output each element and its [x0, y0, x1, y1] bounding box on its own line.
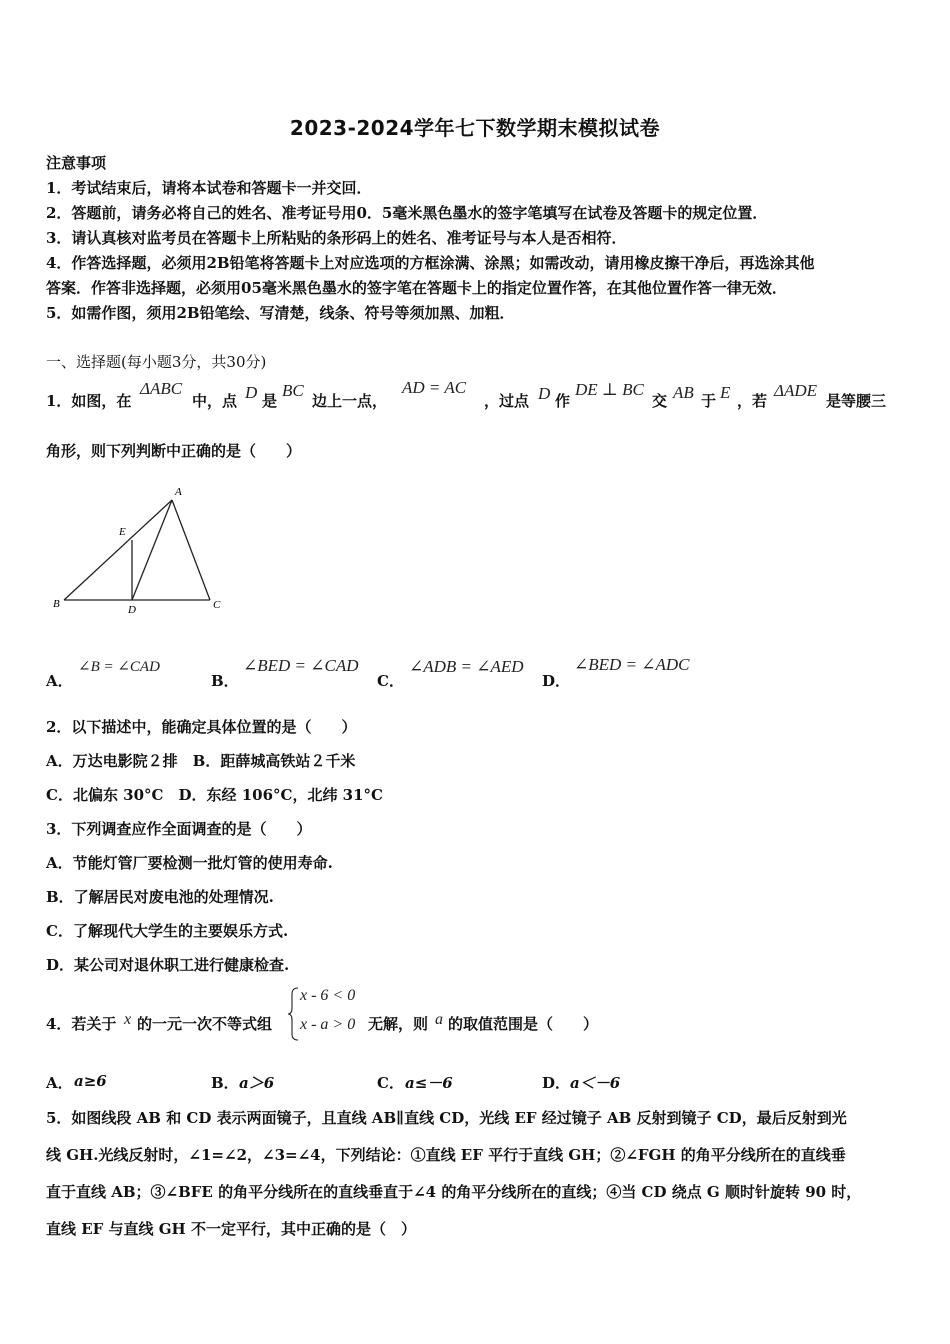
- q1-text: 角形，则下列判断中正确的是（ ）: [46, 442, 302, 460]
- notice-item: 5．如需作图，须用2B铅笔绘、写清楚，线条、符号等须加黑、加粗．: [46, 304, 515, 322]
- q1-option-letter: D．: [542, 672, 571, 690]
- q4-text: 的一元一次不等式组: [137, 1015, 273, 1033]
- q1-text: 是: [262, 392, 278, 410]
- q1-option-expr: ∠BED = ∠CAD: [243, 656, 359, 675]
- q4-inequality-2: x - a > 0: [300, 1016, 356, 1033]
- q4-option-expr: a≤－6: [405, 1074, 453, 1092]
- q1-text: 于: [701, 392, 717, 410]
- q5-line: 5．如图线段 AB 和 CD 表示两面镜子，且直线 AB∥直线 CD，光线 EF 经过镜子 AB 反射到镜子 CD，最后反射到光: [46, 1109, 847, 1127]
- q1-option-letter: A．: [46, 672, 73, 690]
- notice-item: 4．作答选择题，必须用2B铅笔将答题卡上对应选项的方框涂满、涂黑；如需改动，请用橡皮擦干净后，再选涂其他: [46, 254, 815, 272]
- q1-option-letter: B．: [211, 672, 239, 690]
- q2-stem: 2．以下描述中，能确定具体位置的是（ ）: [46, 718, 357, 736]
- q1-math: ΔABC: [140, 379, 183, 398]
- q5-line: 直于直线 AB；③∠BFE 的角平分线所在的直线垂直于∠4 的角平分线所在的直线；④当 CD 绕点 G 顺时针旋转 90 时，: [46, 1183, 862, 1201]
- q1-text: 是等腰三: [826, 392, 887, 410]
- segment-ac: [172, 500, 210, 600]
- q1-math: ΔADE: [774, 381, 818, 400]
- q1-text: 交: [652, 392, 668, 410]
- q1-text: 作: [555, 392, 571, 410]
- section-heading: 一、选择题(每小题3分，共30分): [46, 353, 267, 371]
- page-title: 2023-2024学年七下数学期末模拟试卷: [289, 116, 661, 140]
- q4-option-expr: a＜－6: [570, 1074, 621, 1092]
- notice-item: 3．请认真核对监考员在答题卡上所粘贴的条形码上的姓名、准考证号与本人是否相符．: [46, 229, 627, 247]
- label-b: B: [53, 598, 60, 610]
- q2-options-cd: C．北偏东 30°C D．东经 106°C，北纬 31°C: [46, 786, 383, 804]
- q1-math: AD = AC: [402, 378, 467, 397]
- brace-icon: [288, 986, 300, 1042]
- q1-text: 中，点: [192, 392, 238, 410]
- q1-math: BC: [282, 381, 304, 400]
- q4-option-letter: D．: [542, 1074, 571, 1092]
- triangle-figure: [48, 482, 228, 617]
- q1-option-expr: ∠ADB = ∠AED: [409, 657, 524, 676]
- label-d: D: [128, 604, 136, 616]
- q1-option-letter: C．: [377, 672, 404, 690]
- q5-line: 线 GH.光线反射时，∠1=∠2，∠3=∠4，下列结论：①直线 EF 平行于直线 GH；②∠FGH 的角平分线所在的直线垂: [46, 1146, 846, 1164]
- q1-math: AB: [673, 383, 694, 402]
- q1-text: 1．如图，在: [46, 392, 132, 410]
- q2-options-ab: A．万达电影院２排 B．距薛城高铁站２千米: [46, 752, 356, 770]
- q5-line: 直线 EF 与直线 GH 不一定平行，其中正确的是（ ）: [46, 1220, 416, 1238]
- q4-inequality-1: x - 6 < 0: [300, 987, 356, 1004]
- q3-option: B．了解居民对废电池的处理情况.: [46, 888, 274, 906]
- label-c: C: [213, 599, 221, 611]
- label-e: E: [119, 526, 126, 538]
- q4-option-expr: a＞6: [239, 1074, 275, 1092]
- q1-math: D: [245, 383, 258, 402]
- q4-text: 4．若关于: [46, 1015, 117, 1033]
- notice-item: 1．考试结束后，请将本试卷和答题卡一并交回．: [46, 179, 372, 197]
- q1-math: DE ⊥ BC: [575, 380, 644, 399]
- q4-option-letter: C．: [377, 1074, 404, 1092]
- label-a: A: [175, 486, 182, 498]
- q3-option: C．了解现代大学生的主要娱乐方式.: [46, 922, 289, 940]
- q3-option: D．某公司对退休职工进行健康检查.: [46, 956, 290, 974]
- q1-option-expr: ∠BED = ∠ADC: [574, 655, 690, 674]
- q1-math: D: [538, 384, 551, 403]
- segment-ba: [64, 500, 172, 600]
- q3-option: A．节能灯管厂要检测一批灯管的使用寿命.: [46, 854, 333, 872]
- q3-stem: 3．下列调查应作全面调查的是（ ）: [46, 820, 312, 838]
- q4-text: 无解，则: [368, 1015, 429, 1033]
- q1-option-expr: ∠B = ∠CAD: [78, 659, 160, 675]
- segment-ad: [132, 500, 172, 600]
- q4-var: x: [124, 1011, 132, 1028]
- q4-option-expr: a≥6: [74, 1072, 107, 1090]
- notice-item: 答案．作答非选择题，必须用05毫米黑色墨水的签字笔在答题卡上的指定位置作答，在其他位置作答一律无效．: [46, 279, 787, 297]
- q4-var: a: [435, 1011, 443, 1028]
- q1-math: E: [720, 383, 731, 402]
- q4-option-letter: B．: [211, 1074, 239, 1092]
- notice-item: 2．答题前，请务必将自己的姓名、准考证号用0．5毫米黑色墨水的签字笔填写在试卷及答题卡的规定位置．: [46, 204, 768, 222]
- q4-text: 的取值范围是（ ）: [448, 1015, 599, 1033]
- q1-text: 边上一点，: [312, 392, 388, 410]
- q1-text: ，过点: [484, 392, 530, 410]
- q4-option-letter: A．: [46, 1074, 73, 1092]
- q1-text: ，若: [737, 392, 768, 410]
- notice-heading: 注意事项: [46, 154, 107, 172]
